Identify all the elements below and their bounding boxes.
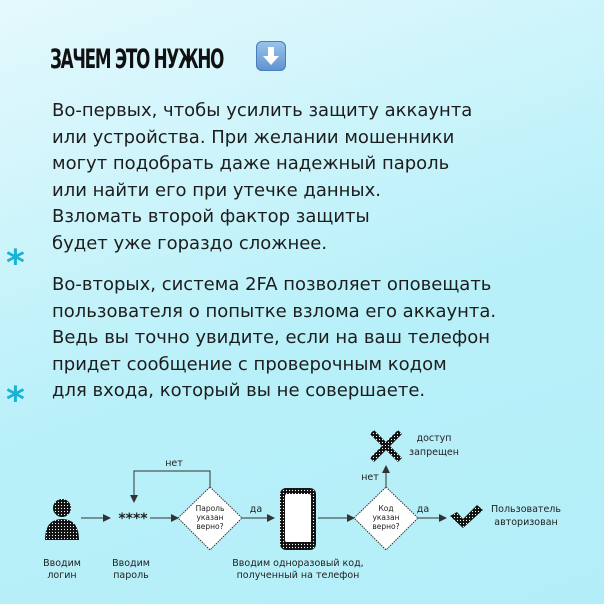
code-check-line1: Код: [378, 504, 394, 513]
asterisk-bullet-icon: *: [6, 243, 25, 284]
success-label-line2: авторизован: [494, 517, 558, 528]
login-label-line2: логин: [47, 570, 77, 581]
yes-label: да: [249, 504, 263, 515]
heading: [50, 41, 329, 77]
success-label-line1: Пользователь: [491, 504, 561, 515]
two-factor-flow-diagram: [0, 420, 604, 604]
denied-label-line2: запрещен: [409, 447, 459, 458]
phone-label-line2: полученный на телефон: [236, 570, 360, 581]
password-check-line3: верно?: [196, 522, 224, 531]
code-check-line2: указан: [372, 513, 400, 522]
phone-icon: [280, 488, 316, 550]
password-label-line2: пароль: [113, 570, 149, 581]
login-label-line1: Вводим: [43, 558, 81, 569]
asterisk-bullet-icon: *: [6, 380, 25, 421]
password-check-line1: Пароль: [195, 504, 225, 513]
no-label: нет: [361, 472, 379, 483]
down-arrow-glyph-icon: [256, 41, 286, 71]
no-label: нет: [165, 458, 183, 469]
access-denied-x-icon: [370, 430, 402, 462]
retry-arrow: [134, 471, 210, 502]
user-icon: [45, 499, 79, 540]
paragraph-second: Во-вторых, система 2FA позволяет оповещать пользователя о попытке взлома его аккаунта. Ведь вы точно увидите, если на ваш телефон придет сообщение с проверочным кодом для входа, который вы не совершаете.: [52, 274, 497, 401]
denied-label-line1: доступ: [416, 433, 452, 444]
checkmark-icon: [450, 505, 483, 528]
password-mask: ****: [118, 511, 148, 527]
down-arrow-emoji-icon: [256, 41, 286, 71]
code-check-line3: верно?: [372, 522, 400, 531]
phone-label-line1: Вводим одноразовый код,: [232, 558, 364, 569]
yes-label: да: [416, 504, 430, 515]
page-title: ЗАЧЕМ ЭТО НУЖНО: [50, 43, 224, 75]
password-check-line2: указан: [196, 513, 224, 522]
password-label-line1: Вводим: [112, 558, 150, 569]
paragraph-first: Во-первых, чтобы усилить защиту аккаунта или устройства. При желании мошенники могут подобрать даже надежный пароль или найти его при утечке данных. Взломать второй фактор защиты будет уже гораздо сложнее.: [52, 100, 473, 254]
